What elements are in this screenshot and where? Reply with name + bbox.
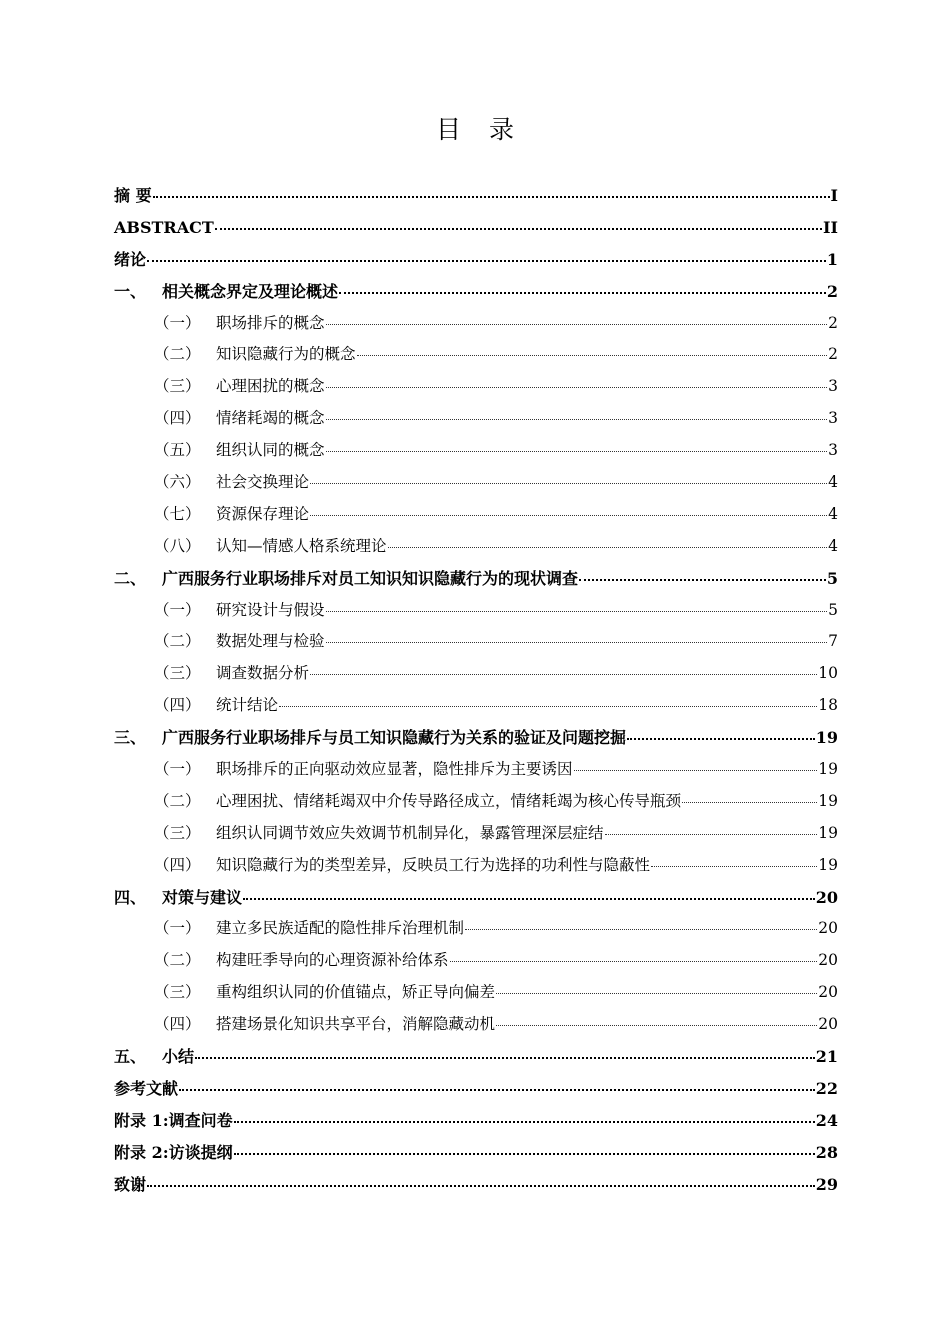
toc-entry-chapter[interactable] [114, 1073, 838, 1105]
toc-entry-page-number: 3 [828, 409, 838, 428]
toc-entry-section[interactable] [114, 626, 838, 658]
toc-entry-chapter[interactable] [114, 882, 838, 914]
toc-entry-number: （四） [154, 855, 201, 874]
toc-entry-number: （二） [154, 951, 201, 970]
toc-entry-page-number: 10 [818, 664, 838, 683]
toc-dot-leader [496, 1010, 817, 1027]
toc-dot-leader [682, 786, 817, 803]
toc-entry-section[interactable] [114, 977, 838, 1009]
toc-dot-leader [357, 340, 828, 357]
toc-dot-leader [147, 1169, 815, 1187]
toc-entry-section[interactable] [114, 435, 838, 467]
toc-dot-leader [279, 691, 817, 708]
toc-entry-label: 知识隐藏行为的类型差异，反映员工行为选择的功利性与隐蔽性 [216, 855, 651, 874]
toc-dot-leader [339, 276, 826, 294]
toc-entry-section[interactable] [114, 403, 838, 435]
toc-entry-label: 资源保存理论 [216, 504, 310, 523]
toc-entry-page-number: 4 [828, 504, 838, 523]
toc-dot-leader [326, 404, 828, 421]
toc-entry-chapter[interactable] [114, 563, 838, 595]
toc-entry-label: 对策与建议 [162, 887, 243, 907]
toc-entry-section[interactable] [114, 595, 838, 627]
toc-entry-label: 认知—情感人格系统理论 [216, 536, 387, 555]
toc-dot-leader [450, 946, 818, 963]
toc-entry-label: 广西服务行业职场排斥对员工知识知识隐藏行为的现状调查 [162, 568, 579, 588]
page-title: 目 录 [436, 115, 524, 144]
toc-entry-section[interactable] [114, 371, 838, 403]
toc-dot-leader [310, 468, 827, 485]
toc-entry-number: （一） [154, 313, 201, 332]
toc-dot-leader [243, 882, 815, 900]
toc-entry-page-number: 19 [818, 791, 838, 810]
toc-entry-page-number: 19 [815, 728, 838, 748]
toc-dot-leader [215, 212, 822, 230]
toc-entry-label: 小结 [162, 1047, 195, 1067]
toc-entry-page-number: II [823, 217, 838, 237]
toc-entry-label: 构建旺季导向的心理资源补给体系 [216, 951, 449, 970]
toc-entry-section[interactable] [114, 690, 838, 722]
toc-entry-section[interactable] [114, 786, 838, 818]
toc-entry-number: （三） [154, 983, 201, 1002]
toc-entry-label: 重构组织认同的价值锚点，矫正导向偏差 [216, 983, 496, 1002]
toc-dot-leader [326, 372, 828, 389]
toc-entry-number: （三） [154, 823, 201, 842]
toc-entry-label: 心理困扰的概念 [216, 377, 325, 396]
toc-dot-leader [651, 850, 817, 867]
toc-entry-section[interactable] [114, 339, 838, 371]
toc-entry-page-number: 29 [815, 1174, 838, 1194]
toc-dot-leader [153, 180, 830, 198]
toc-entry-chapter[interactable] [114, 180, 838, 212]
toc-entry-label: ABSTRACT [114, 217, 214, 237]
toc-entry-number: （六） [154, 473, 201, 492]
toc-entry-page-number: 7 [828, 632, 838, 651]
toc-entry-label: 职场排斥的概念 [216, 313, 325, 332]
toc-entry-section[interactable] [114, 499, 838, 531]
toc-entry-label: 社会交换理论 [216, 473, 310, 492]
toc-entry-chapter[interactable] [114, 722, 838, 754]
toc-entry-number: （一） [154, 919, 201, 938]
toc-entry-chapter[interactable] [114, 1137, 838, 1169]
toc-entry-number: 二、 [114, 568, 147, 588]
toc-entry-label: 绪论 [114, 249, 147, 269]
toc-entry-page-number: 20 [815, 887, 838, 907]
toc-entry-page-number: 24 [815, 1110, 838, 1130]
toc-entry-label: 调查数据分析 [216, 664, 310, 683]
toc-entry-section[interactable] [114, 818, 838, 850]
toc-entry-section[interactable] [114, 945, 838, 977]
toc-dot-leader [326, 595, 828, 612]
toc-entry-number: （二） [154, 345, 201, 364]
toc-dot-leader [326, 308, 828, 325]
toc-entry-chapter[interactable] [114, 1169, 838, 1201]
toc-entry-page-number: 20 [818, 1015, 838, 1034]
toc-entry-page-number: 28 [815, 1142, 838, 1162]
toc-entry-number: （四） [154, 696, 201, 715]
toc-entry-number: （二） [154, 791, 201, 810]
toc-dot-leader [388, 531, 828, 548]
toc-dot-leader [234, 1137, 815, 1155]
toc-entry-section[interactable] [114, 467, 838, 499]
toc-entry-page-number: I [830, 186, 838, 205]
toc-entry-page-number: 3 [828, 377, 838, 396]
toc-entry-number: （三） [154, 377, 201, 396]
toc-entry-number: 五、 [114, 1047, 147, 1067]
toc-entry-number: 三、 [114, 728, 147, 748]
toc-entry-page-number: 1 [826, 249, 838, 269]
toc-entry-section[interactable] [114, 658, 838, 690]
toc-dot-leader [605, 818, 818, 835]
toc-entry-number: （三） [154, 664, 201, 683]
toc-dot-leader [310, 499, 827, 516]
toc-dot-leader [574, 755, 818, 772]
toc-entry-page-number: 2 [828, 313, 838, 332]
toc-entry-chapter[interactable] [114, 244, 838, 276]
toc-entry-label: 心理困扰、情绪耗竭双中介传导路径成立，情绪耗竭为核心传导瓶颈 [216, 791, 682, 810]
toc-entry-label: 组织认同的概念 [216, 441, 325, 460]
toc-entry-label: 相关概念界定及理论概述 [162, 281, 339, 301]
toc-entry-page-number: 5 [828, 600, 838, 619]
toc-entry-number: 四、 [114, 887, 147, 907]
toc-entry-page-number: 21 [815, 1047, 838, 1067]
toc-entry-section[interactable] [114, 754, 838, 786]
toc-entry-page-number: 3 [828, 441, 838, 460]
toc-entry-label: 参考文献 [114, 1078, 179, 1098]
toc-entry-number: （五） [154, 441, 201, 460]
toc-entry-page-number: 20 [818, 951, 838, 970]
toc-entry-number: 一、 [114, 281, 147, 301]
toc-entry-number: （一） [154, 760, 201, 779]
toc-entry-page-number: 18 [818, 696, 838, 715]
toc-entry-page-number: 22 [815, 1078, 838, 1098]
toc-entry-page-number: 20 [818, 919, 838, 938]
toc-entry-number: （一） [154, 600, 201, 619]
table-of-contents [114, 180, 838, 1201]
toc-entry-section[interactable] [114, 850, 838, 882]
toc-entry-page-number: 19 [818, 855, 838, 874]
toc-entry-page-number: 19 [818, 760, 838, 779]
toc-entry-label: 统计结论 [216, 696, 279, 715]
toc-entry-label: 致谢 [114, 1174, 147, 1194]
toc-entry-chapter[interactable] [114, 1041, 838, 1073]
toc-dot-leader [579, 563, 826, 581]
toc-entry-section[interactable] [114, 531, 838, 563]
toc-entry-page-number: 19 [818, 823, 838, 842]
toc-dot-leader [496, 978, 817, 995]
toc-dot-leader [179, 1073, 815, 1091]
toc-entry-section[interactable] [114, 308, 838, 340]
toc-entry-label: 研究设计与假设 [216, 600, 325, 619]
toc-entry-chapter[interactable] [114, 1105, 838, 1137]
toc-entry-label: 建立多民族适配的隐性排斥治理机制 [216, 919, 465, 938]
toc-dot-leader [627, 722, 815, 740]
toc-entry-section[interactable] [114, 1009, 838, 1041]
toc-entry-chapter[interactable] [114, 276, 838, 308]
toc-entry-chapter[interactable] [114, 212, 838, 244]
toc-entry-label: 组织认同调节效应失效调节机制异化，暴露管理深层症结 [216, 823, 604, 842]
toc-entry-label: 附录 2:访谈提纲 [114, 1142, 233, 1162]
toc-entry-label: 知识隐藏行为的概念 [216, 345, 356, 364]
toc-dot-leader [147, 244, 826, 262]
toc-entry-label: 附录 1:调查问卷 [114, 1110, 233, 1130]
toc-dot-leader [234, 1105, 815, 1123]
toc-entry-number: （四） [154, 409, 201, 428]
toc-entry-page-number: 20 [818, 983, 838, 1002]
toc-dot-leader [465, 914, 817, 931]
toc-entry-label: 搭建场景化知识共享平台，消解隐藏动机 [216, 1015, 496, 1034]
toc-entry-section[interactable] [114, 913, 838, 945]
toc-entry-page-number: 2 [826, 281, 838, 301]
toc-entry-number: （七） [154, 504, 201, 523]
toc-dot-leader [195, 1041, 815, 1059]
toc-entry-number: （八） [154, 536, 201, 555]
toc-entry-label: 广西服务行业职场排斥与员工知识隐藏行为关系的验证及问题挖掘 [162, 728, 627, 748]
toc-entry-label: 情绪耗竭的概念 [216, 409, 325, 428]
toc-entry-page-number: 4 [828, 473, 838, 492]
toc-entry-number: （四） [154, 1015, 201, 1034]
toc-dot-leader [326, 627, 828, 644]
toc-entry-label: 数据处理与检验 [216, 632, 325, 651]
toc-entry-page-number: 4 [828, 536, 838, 555]
toc-dot-leader [310, 659, 817, 676]
toc-entry-number: （二） [154, 632, 201, 651]
toc-entry-page-number: 5 [826, 568, 838, 588]
toc-entry-page-number: 2 [828, 345, 838, 364]
toc-dot-leader [326, 436, 828, 453]
toc-entry-label: 摘 要 [114, 186, 152, 205]
toc-entry-label: 职场排斥的正向驱动效应显著，隐性排斥为主要诱因 [216, 760, 573, 779]
